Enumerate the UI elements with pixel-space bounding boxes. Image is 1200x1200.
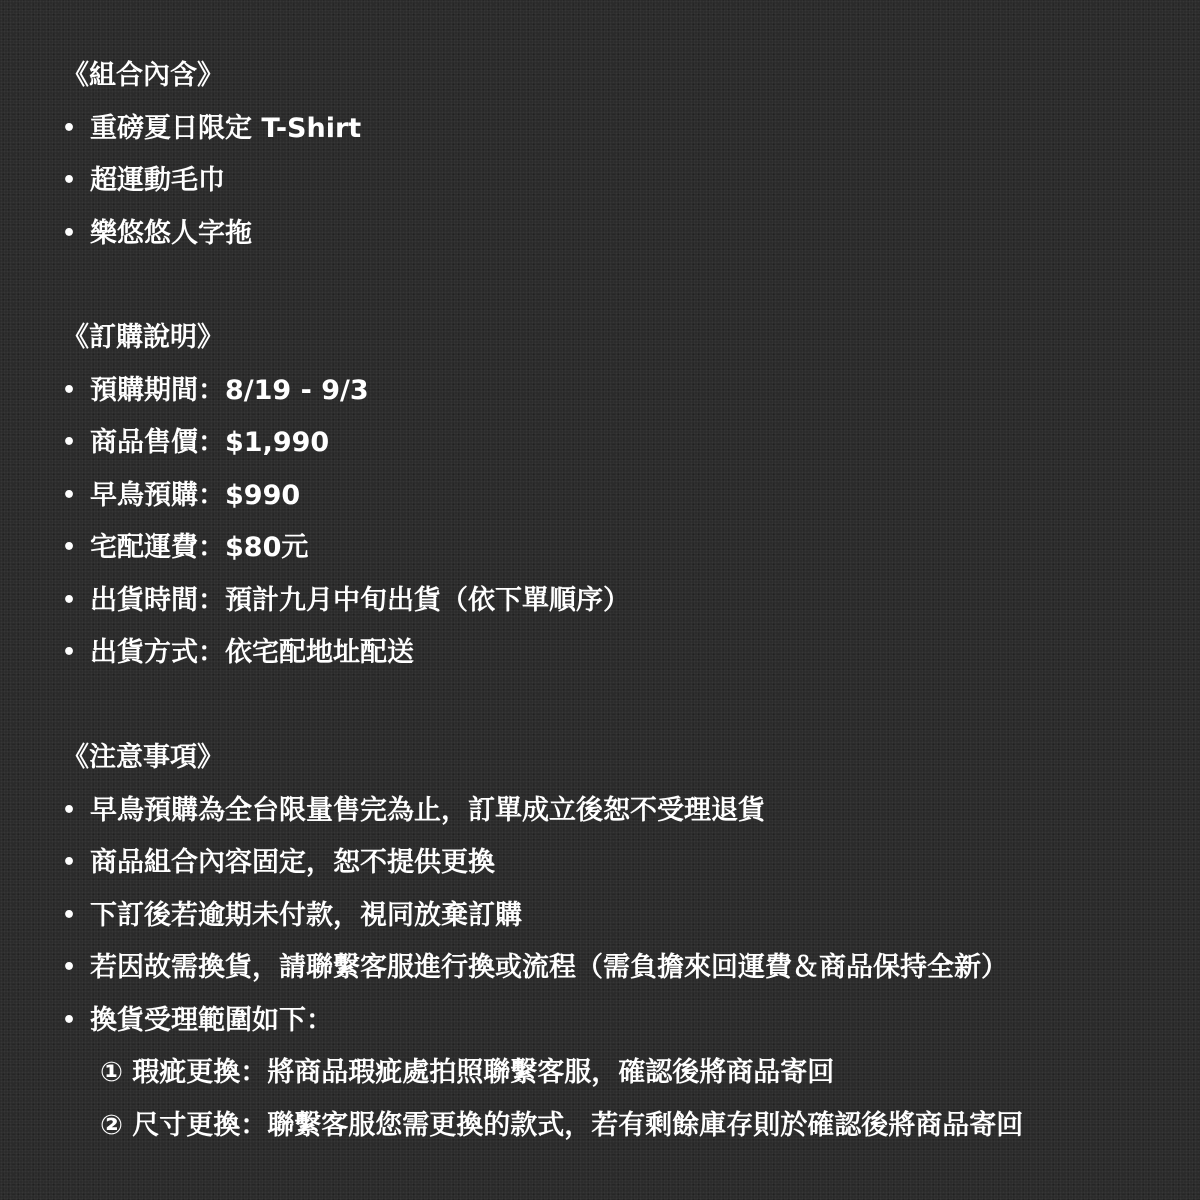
- bullet-icon: •: [62, 1007, 77, 1033]
- list-item-text: 商品組合內容固定，恕不提供更換: [90, 847, 495, 878]
- list-item-text: 早鳥預購為全台限量售完為止，訂單成立後恕不受理退貨: [90, 794, 765, 826]
- list-item-notes: [62, 890, 1172, 943]
- bullet-icon: •: [62, 168, 77, 193]
- bullet-icon: •: [62, 902, 77, 928]
- list-item-order: [62, 470, 1172, 523]
- list-item-contents: [62, 155, 1172, 208]
- list-item-text: 出貨方式：依宅配地址配送: [90, 637, 414, 668]
- list-item-text: 換貨受理範圍如下：: [90, 1004, 333, 1036]
- bullet-icon: •: [62, 482, 77, 508]
- section-notes: [62, 732, 1172, 1152]
- list-item-text: 出貨時間：預計九月中旬出貨（依下單順序）: [90, 584, 630, 616]
- list-item-order: [62, 417, 1172, 470]
- section-package-contents: [62, 50, 1172, 260]
- list-item-text: 若因故需換貨，請聯繫客服進行換或流程（需負擔來回運費＆商品保持全新）: [90, 952, 1008, 983]
- list-item-notes: [62, 942, 1172, 995]
- list-item-order: [62, 365, 1172, 418]
- list-item-text: 宅配運費：$80元: [90, 532, 309, 563]
- bullet-icon: •: [62, 535, 77, 560]
- bullet-icon: •: [62, 220, 77, 246]
- list-item-text: 預購期間：8/19 - 9/3: [90, 374, 369, 406]
- bullet-icon: •: [62, 797, 77, 823]
- bullet-icon: •: [62, 955, 77, 980]
- list-item-contents: [62, 208, 1172, 261]
- list-item-text: 重磅夏日限定 T-Shirt: [90, 112, 362, 144]
- list-item-notes: [62, 837, 1172, 890]
- list-item-notes: [62, 785, 1172, 838]
- list-item-text: 早鳥預購：$990: [90, 479, 301, 511]
- bullet-icon: •: [62, 377, 77, 403]
- bullet-icon: •: [62, 115, 77, 141]
- list-item-text: 樂悠悠人字拖: [90, 217, 252, 249]
- bullet-icon: •: [62, 587, 77, 613]
- list-item-notes: [62, 995, 1172, 1048]
- bullet-icon: •: [62, 850, 77, 875]
- list-item-order: [62, 627, 1172, 680]
- list-item-text: 超運動毛巾: [90, 165, 225, 196]
- bullet-icon: •: [62, 430, 77, 455]
- heading-notes: 《注意事項》: [62, 742, 224, 773]
- list-item-contents: [62, 103, 1172, 156]
- heading-package-contents: 《組合內含》: [62, 60, 224, 91]
- list-item-text: 下訂後若逾期未付款，視同放棄訂購: [90, 899, 522, 931]
- heading-order-info: 《訂購說明》: [62, 322, 224, 353]
- sub-item-size-exchange: ② 尺寸更換：聯繫客服您需更換的款式，若有剩餘庫存則於確認後將商品寄回: [100, 1109, 1024, 1141]
- list-item-text: 商品售價：$1,990: [90, 427, 330, 458]
- list-item-order: [62, 522, 1172, 575]
- list-item-order: [62, 575, 1172, 628]
- bullet-icon: •: [62, 640, 77, 665]
- sub-item-defect-exchange: ① 瑕疵更換：將商品瑕疵處拍照聯繫客服，確認後將商品寄回: [100, 1057, 835, 1088]
- section-order-info: [62, 312, 1172, 680]
